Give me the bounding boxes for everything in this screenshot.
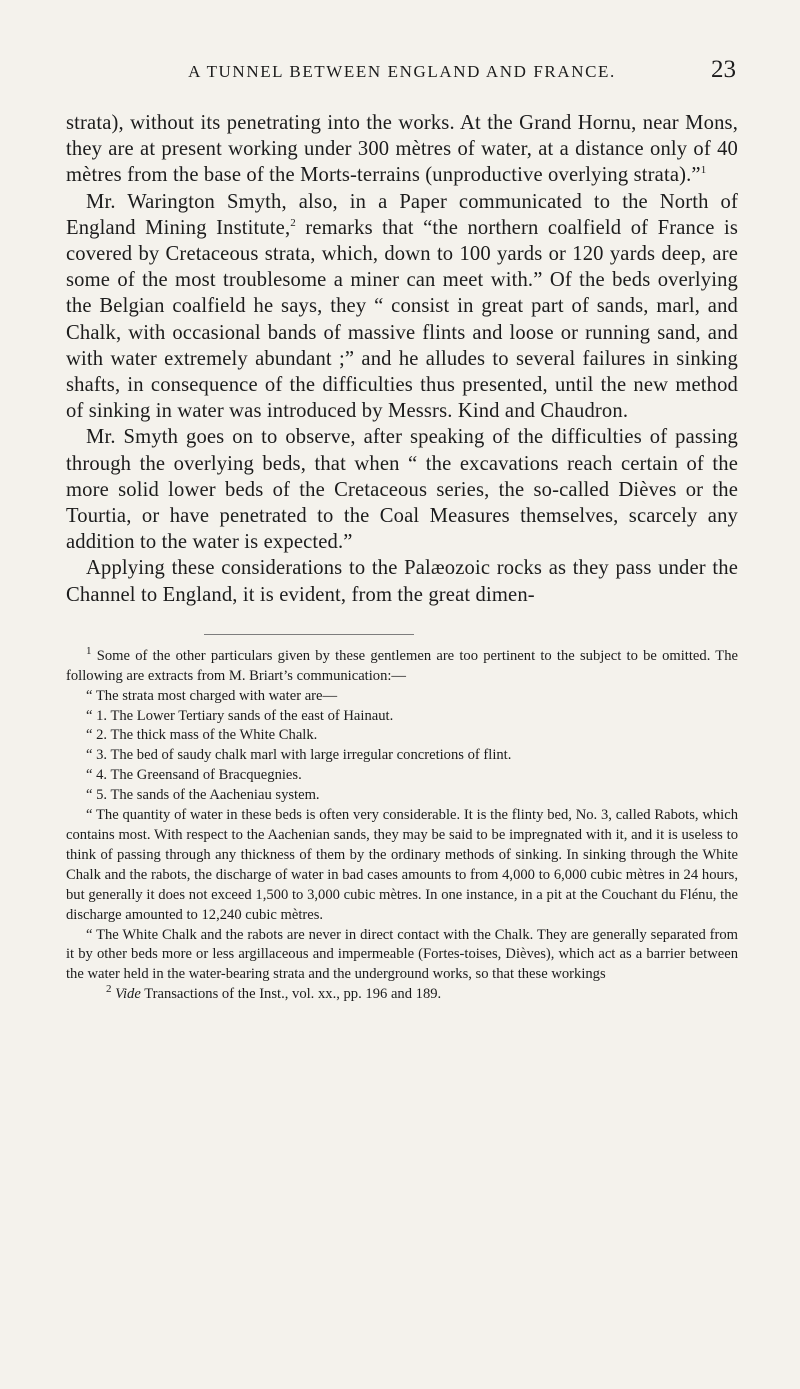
paragraph-continued [66, 110, 738, 189]
footnote-1-paragraph-3: “ The White Chalk and the rabots are never in direct contact with the Chalk. They are generally separated from it by other beds more or less argillaceous and impermeable (Fortes-toises, Dièves), which act as a barrier between the water held in the water-bearing strata and the underground works, so that these workings [66, 926, 738, 983]
footnote-list-item: “ 3. The bed of saudy chalk marl with large irregular concretions of flint. [86, 747, 512, 764]
page-number: 23 [711, 56, 736, 83]
footnote-text: Some of the other particulars given by these gentlemen are too pertinent to the subject to be omitted. The following are extracts from M. Briart’s communication:— [66, 647, 738, 684]
footnote-2-mark: 2 [106, 983, 112, 996]
footnote-2-vide: Vide [115, 986, 141, 1003]
body-text [66, 110, 738, 608]
footnote-1-intro [66, 647, 738, 687]
running-head [66, 56, 738, 94]
paragraph-text: strata), without its penetrating into the works. At the Grand Hornu, near Mons, they are at present working under 300 mètres of water, at a distance only of 40 mètres from the base of the Morts-terrains (unproductive overlying strata).” [66, 112, 738, 187]
paragraph-smyth [66, 189, 738, 425]
footnotes [66, 647, 738, 1005]
footnote-list-item: “ 1. The Lower Tertiary sands of the east of Hainaut. [86, 707, 394, 724]
footnote-1-paragraph-2: “ The quantity of water in these beds is often very considerable. It is the flinty bed, No. 3, called Rabots, which contains most. With respect to the Aachenian sands, they may be said to be impregnated with it, and it is useless to think of passing through any thickness of them by the ordinary methods of sinking. In sinking through the White Chalk and the rabots, the discharge of water in bad cases amounts to from 4,000 to 6,000 cubic mètres in 24 hours, but generally it does not exceed 1,500 to 3,000 cubic mètres. In one instance, in a pit at the Couchant du Flénu, the discharge amounted to 12,240 cubic mètres. [66, 807, 738, 923]
paragraph-applying: Applying these considerations to the Palæozoic rocks as they pass under the Channel to England, it is evident, from the great dimen- [66, 557, 738, 606]
book-page [66, 56, 739, 1005]
footnote-ref-2: 2 [290, 216, 296, 229]
footnote-1-mark: 1 [86, 645, 92, 657]
footnote-separator [204, 634, 414, 635]
running-title: A TUNNEL BETWEEN ENGLAND AND FRANCE. [188, 62, 616, 81]
footnote-2-text: Transactions of the Inst., vol. xx., pp. 196 and 189. [140, 986, 442, 1003]
footnote-list-item: “ 5. The sands of the Aacheniau system. [86, 787, 320, 804]
footnote-list-item: “ 4. The Greensand of Bracquegnies. [86, 767, 302, 784]
footnote-ref-1: 1 [700, 164, 707, 177]
footnote-list-item: “ 2. The thick mass of the White Chalk. [86, 727, 318, 744]
paragraph-text: Mr. Warington Smyth, also, in a Paper communicated to the North of England Mining Institute, [66, 190, 738, 239]
paragraph-observe: Mr. Smyth goes on to observe, after speaking of the difficulties of passing through the overlying beds, that when “ the excavations reach certain of the more solid lower beds of the Cretaceous series, the so-called Dièves or the Tourtia, or have penetrated to the Coal Measures themselves, scarcely any addition to the water is expected.” [66, 426, 738, 554]
footnote-list-item: “ The strata most charged with water are— [86, 687, 338, 704]
footnote-2 [66, 985, 738, 1005]
paragraph-text: remarks that “the northern coalfield of France is covered by Cretaceous strata, which, down to 100 yards or 120 yards deep, are some of the most troublesome a miner can meet with.” Of the beds overlying the Belgian coalfield he says, they “ consist in great part of sands, marl, and Chalk, with occasional bands of massive flints and loose or running sand, and with water extremely abundant ;” and he alludes to several failures in sinking shafts, in consequence of the difficulties thus presented, until the new method of sinking in water was introduced by Messrs. Kind and Chaudron. [66, 216, 739, 423]
